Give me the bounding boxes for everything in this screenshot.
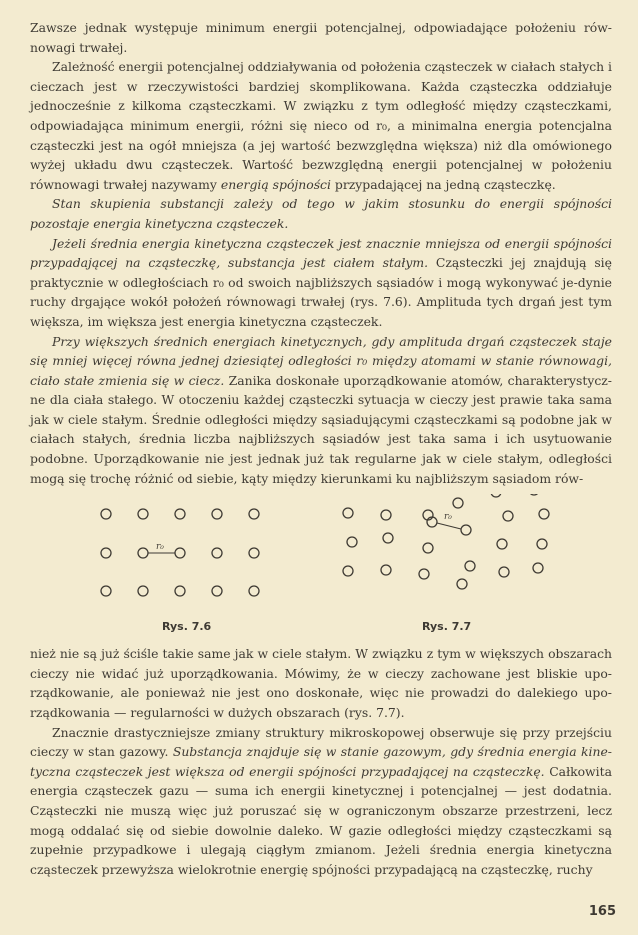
italic-gas-text: Substancja znajduje się w stanie gazowym, gdy średnia energia kine-tyczna cząsteczek jest większa od energii spójności przypadającej na cząsteczkę. [30,744,612,779]
paragraph-2-end: przypadającej na jedną cząsteczkę. [334,176,556,192]
figures-svg [30,494,612,634]
paragraph-2-text: Zależność energii potencjalnej oddziaływania od położenia cząsteczek w ciałach stałych i cieczach jest w rzeczywistości bardziej skomplikowana. Każda cząsteczka oddziałuje jednocześnie z kilkoma cząsteczkami. W związku z tym odległość między cząsteczkami, odpowiadająca minimum energii, różni się nieco od r₀, a minimalna energia potencjalna cząsteczki jest na ogół mniejsza (a jej wartość bezwzględna większa) niż dla omówionego wyżej układu dwu cząsteczek. Wartość bezwzględną energii potencjalnej w położeniu równowagi trwałej nazywamy [30,59,613,192]
page-number: 165 [588,904,616,919]
italic-solid-text: Jeżeli średnia energia kinetyczna cząsteczek jest znacznie mniejsza od energii spójności przypadającej na cząsteczkę, substancja jest ciałem stałym. [30,235,612,271]
italic-liquid-text: Przy większych średnich energiach kinetycznych, gdy amplituda drgań cząsteczek staje się mniej więcej równa jednej dziesiątej odległości r₀ między atomami w stanie równowagi, ciało stałe zmienia się w ciecz. [30,333,612,388]
fig-7-6-lattice [101,509,259,596]
fig-7-6-bond-label: r₀ [156,542,164,553]
page-content [30,18,612,879]
fig-7-7-caption: Rys. 7.7 [422,620,472,634]
gas-rest-text: Całkowita energia cząsteczek gazu — suma ich energii kinetycznej i potencjalnej — jest dodatnia. Cząsteczki nie muszą więc już poruszać się w ograniczonym obszarze przestrzeni, lecz mogą oddalać się od siebie dowolnie daleko. W gazie odległości między cząsteczkami są zupełnie przypadkowe i ulegają ciągłym zmianom. Jeżeli średnia energia kinetyczna cząsteczek przewyższa wielokrotnie energię spójności przypadającą na cząsteczkę, ruchy [30,763,612,877]
italic-state-text: Stan skupienia substancji zależy od tego w jakim stosunku do energii spójności pozostaje energia kinetyczna cząsteczek. [30,196,612,231]
figures-row [30,494,612,642]
paragraph-after-figs: nież nie są już ściśle takie same jak w ciele stałym. W związku z tym w większych obszarach cieczy nie widać już uporządkowania. Mówimy, że w cieczy zachowane jest bliskie upo-rządkowanie, ale ponieważ nie jest ono doskonałe, więc nie prowadzi do dalekiego upo-rządkowania — regularności w dużych obszarach (rys. 7.7). [30,646,612,721]
paragraph-state [30,194,612,233]
paragraph-gas [30,723,612,880]
fig-7-6-caption: Rys. 7.6 [162,620,212,634]
term-binding-energy: energią spójności [220,176,331,192]
fig-7-7-bond-label: r₀ [444,512,452,523]
paragraph-solid [30,234,612,332]
paragraph-2 [30,57,612,194]
fig-7-7-liquid [343,494,549,589]
paragraph-liquid [30,332,612,489]
paragraph-1: Zawsze jednak występuje minimum energii potencjalnej, odpowiadające położeniu rów-nowagi trwałej. [30,20,612,55]
gas-intro-text: Znacznie drastyczniejsze zmiany struktury mikroskopowej obserwuje się przy przejściu cieczy w stan gazowy. [30,724,612,760]
solid-rest-text: Cząsteczki jej znajdują się praktycznie w odległościach r₀ od swoich najbliższych sąsiadów i mogą wykonywać je-dynie ruchy drgające wokół położeń równowagi trwałej (rys. 7.6). Amplituda tych drgań jest tym większa, im większa jest energia kinetyczna cząsteczek. [30,255,612,329]
liquid-rest-text: Zanika doskonałe uporządkowanie atomów, charakterystycz-ne dla ciała stałego. W otoczeniu każdej cząsteczki sytuacja w cieczy jest prawie taka sama jak w ciele stałym. Średnie odległości między sąsiadującymi cząsteczkami są podobne jak w ciałach stałych, średnia liczba najbliższych sąsiadów jest taka sama i ich usytuowanie podobne. Uporządkowanie nie jest jednak już tak regularne jak w ciele stałym, odległości mogą się trochę różnić od siebie, kąty między kierunkami ku najbliższym sąsiadom rów- [30,372,612,486]
